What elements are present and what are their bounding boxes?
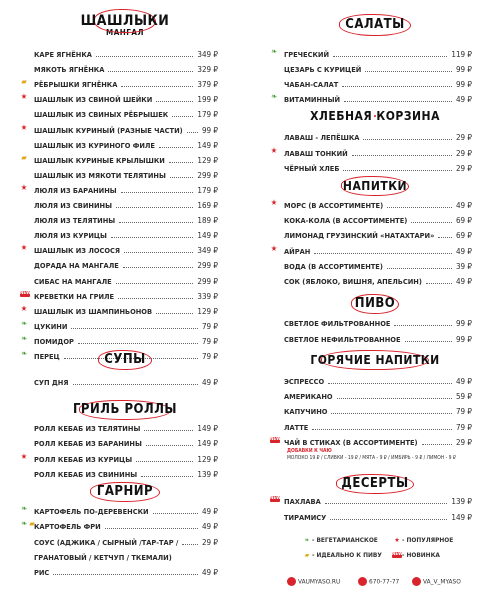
menu-item-price: 99 ₽ <box>455 80 472 89</box>
menu-item-price: 99 ₽ <box>455 319 472 328</box>
vegetarian-leaf-icon: ❧ <box>20 318 28 328</box>
menu-item-name: АЙРАН <box>284 246 311 256</box>
section-heading <box>0 13 250 37</box>
menu-item <box>34 47 218 59</box>
menu-item-price: 299 ₽ <box>197 276 218 286</box>
menu-item <box>270 92 472 104</box>
dot-leader <box>96 56 193 57</box>
dot-leader <box>170 177 194 178</box>
menu-item-price: 39 ₽ <box>455 261 472 271</box>
menu-item-price: 299 ₽ <box>197 170 218 180</box>
menu-item <box>34 138 218 150</box>
legend-item <box>302 536 378 544</box>
menu-item <box>34 274 218 286</box>
legend-item <box>392 551 440 559</box>
beer-mug-icon: ▰ <box>21 77 27 87</box>
section-title: ГРИЛЬ РОЛЛЫ <box>72 402 178 417</box>
dot-leader <box>328 383 452 384</box>
menu-item-price: 99 ₽ <box>455 65 472 74</box>
menu-item-price: 79 ₽ <box>201 336 218 346</box>
phone-text: 670-77-77 <box>369 577 400 586</box>
popular-star-icon: ★ <box>270 145 278 155</box>
menu-item-name: ЛЮЛЯ ИЗ КУРИЦЫ <box>34 231 107 241</box>
menu-item-name: ШАШЛЫК ИЗ СВИНОЙ ШЕЙКИ <box>34 95 153 105</box>
menu-item <box>34 62 218 74</box>
dot-leader <box>111 237 193 238</box>
menu-item-name: ВИТАМИННЫЙ <box>284 95 341 104</box>
vegetarian-leaf-icon: ❧ <box>304 536 310 544</box>
instagram-contact[interactable] <box>412 577 461 586</box>
vegetarian-leaf-icon: ❧ <box>270 92 278 101</box>
new-badge-icon: NEW <box>392 552 403 557</box>
new-badge-icon: NEW <box>270 436 281 442</box>
menu-item-price: 79 ₽ <box>201 352 218 361</box>
section-title: ДЕСЕРТЫ <box>341 476 409 491</box>
menu-item <box>284 510 472 522</box>
phone-contact[interactable] <box>358 577 399 586</box>
section-title: НАПИТКИ <box>342 179 408 193</box>
vegetarian-leaf-icon: ❧ <box>270 47 278 56</box>
menu-item-price: 29 ₽ <box>455 148 472 158</box>
website-text: VAUMYASO.RU <box>298 577 341 586</box>
menu-item-price: 29 ₽ <box>455 164 472 173</box>
menu-item-price: 299 ₽ <box>197 261 218 271</box>
dot-leader <box>342 86 452 87</box>
dot-leader <box>116 283 194 284</box>
menu-item-name: ШАШЛЫК ИЗ СВИНЫХ РЁБРЫШЕК <box>34 110 169 120</box>
menu-item <box>284 332 472 344</box>
menu-item-name: ЛАВАШ - ЛЕПЁШКА <box>284 133 360 142</box>
dot-leader <box>331 413 452 414</box>
menu-item-price: 49 ₽ <box>455 277 472 286</box>
menu-item-name: РЁБРЫШКИ ЯГНЁНКА <box>34 80 118 90</box>
menu-item-name: ЛЮЛЯ ИЗ ТЕЛЯТИНЫ <box>34 216 116 226</box>
popular-star-icon: ★ <box>20 303 28 313</box>
menu-item-name: СВЕТЛОЕ НЕФИЛЬТРОВАННОЕ <box>284 334 401 344</box>
dot-leader <box>365 71 452 72</box>
dot-leader <box>153 513 198 514</box>
menu-item-price: 169 ₽ <box>197 201 218 210</box>
menu-item-name: ЧАЙ В СТИКАХ (В АССОРТИМЕНТЕ) <box>284 437 418 447</box>
menu-item-name: СВЕТЛОЕ ФИЛЬТРОВАННОЕ <box>284 319 391 328</box>
popular-star-icon: ★ <box>270 198 278 207</box>
dot-leader <box>330 519 447 520</box>
legend-text: - НОВИНКА <box>402 551 440 559</box>
section-title: ГОРЯЧИЕ НАПИТКИ <box>310 353 440 367</box>
menu-item-name: РОЛЛ КЕБАБ ИЗ ТЕЛЯТИНЫ <box>34 424 141 433</box>
section-heading <box>0 484 250 499</box>
menu-item <box>284 62 472 74</box>
menu-item-name: ЛЮЛЯ ИЗ СВИНИНЫ <box>34 201 112 210</box>
menu-item-price: 349 ₽ <box>197 50 218 59</box>
menu-item-name: КАРЕ ЯГНЁНКА <box>34 50 92 59</box>
menu-item <box>20 243 218 256</box>
menu-item-price: 59 ₽ <box>455 392 472 402</box>
menu-item <box>270 47 472 59</box>
dot-leader <box>426 283 452 284</box>
beer-mug-icon: ▰ <box>29 519 35 529</box>
tea-addons-list: МОЛОКО 19 ₽ / СЛИВКИ - 19 ₽ / МЯТА - 9 ₽ / ИМБИРЬ - 9 ₽ / ЛИМОН - 9 ₽ <box>287 455 456 461</box>
menu-item <box>270 243 472 256</box>
menu-item-name: ПЕРЕЦ <box>34 352 60 361</box>
dot-leader <box>422 444 452 445</box>
menu-item-name: РОЛЛ КЕБАБ ИЗ БАРАНИНЫ <box>34 439 142 449</box>
legend-item <box>392 536 453 544</box>
menu-item-name: СУП ДНЯ <box>34 378 69 387</box>
popular-star-icon: ★ <box>20 92 28 102</box>
popular-star-icon: ★ <box>270 243 278 253</box>
dot-leader <box>314 253 452 254</box>
dot-leader <box>156 313 193 314</box>
dot-leader <box>169 162 194 163</box>
menu-item <box>284 374 472 386</box>
menu-item-name: СОК (ЯБЛОКО, ВИШНЯ, АПЕЛЬСИН) <box>284 277 422 286</box>
menu-item-name: КАПУЧИНО <box>284 407 328 417</box>
menu-item-price: 29 ₽ <box>455 133 472 142</box>
menu-item-price: 339 ₽ <box>197 291 218 301</box>
menu-item <box>20 92 218 105</box>
dot-leader <box>387 207 452 208</box>
menu-item <box>21 152 218 165</box>
menu-item-price: 49 ₽ <box>455 201 472 210</box>
menu-item-price: 139 ₽ <box>197 469 218 479</box>
dot-leader <box>121 192 194 193</box>
menu-item-name: СИБАС НА МАНГАЛЕ <box>34 276 112 286</box>
dot-leader <box>108 71 193 72</box>
section-heading <box>250 476 500 491</box>
menu-item-name: СОУС (АДЖИКА / СЫРНЫЙ /ТАР-ТАР / <box>34 537 179 547</box>
menu-item <box>284 420 472 432</box>
dot-leader <box>53 574 198 575</box>
menu-item-price: 49 ₽ <box>201 378 218 387</box>
menu-item-price: 79 ₽ <box>455 407 472 417</box>
menu-item-name: ШАШЛЫК ИЗ ЛОСОСЯ <box>34 246 121 256</box>
section-title: ПИВО <box>354 296 396 311</box>
instagram-text: VA_V_MYASO <box>423 577 461 586</box>
menu-item-name: ГРЕЧЕСКИЙ <box>284 50 330 59</box>
legend-item <box>302 551 382 559</box>
dot-leader <box>182 544 198 545</box>
menu-item-price: 149 ₽ <box>197 439 218 449</box>
menu-item <box>20 182 218 195</box>
dot-leader <box>119 222 193 223</box>
vegetarian-leaf-icon: ❧ <box>20 349 28 358</box>
menu-item <box>284 228 472 240</box>
menu-item-price: 29 ₽ <box>201 537 218 547</box>
section-title: ХЛЕБНАЯ КОРЗИНА <box>310 109 440 123</box>
menu-item-name: ЭСПРЕССО <box>284 377 325 386</box>
menu-item-price: 49 ₽ <box>201 568 218 578</box>
menu-item-name: РИС <box>34 568 50 578</box>
menu-item-name: ЧАБАН-САЛАТ <box>284 80 339 89</box>
menu-item <box>284 259 472 271</box>
menu-item-name: КОКА-КОЛА (В АССОРТИМЕНТЕ) <box>284 216 408 226</box>
menu-item-price: 189 ₽ <box>197 216 218 226</box>
menu-item-price: 49 ₽ <box>455 95 472 104</box>
menu-item-price: 99 ₽ <box>455 334 472 344</box>
menu-item <box>34 565 218 577</box>
menu-item <box>34 421 218 433</box>
dot-leader <box>116 207 193 208</box>
menu-item <box>34 535 218 547</box>
dot-leader <box>73 384 198 385</box>
menu-item-price: 139 ₽ <box>451 497 472 506</box>
menu-item <box>270 145 472 158</box>
menu-item <box>20 333 218 346</box>
menu-item <box>20 504 218 516</box>
dot-leader <box>156 101 193 102</box>
phone-icon <box>358 577 367 586</box>
dot-leader <box>187 132 198 133</box>
menu-item-name: КАРТОФЕЛЬ ПО-ДЕРЕВЕНСКИ <box>34 507 149 516</box>
menu-item <box>20 122 218 135</box>
menu-item-name: ЦЕЗАРЬ С КУРИЦЕЙ <box>284 65 362 74</box>
dot-leader <box>405 341 452 342</box>
menu-item-name: КАРТОФЕЛЬ ФРИ <box>34 522 101 532</box>
dot-leader <box>78 343 198 344</box>
section-subtitle: МАНГАЛ <box>106 28 144 37</box>
popular-star-icon: ★ <box>20 122 28 132</box>
new-badge-icon: NEW <box>270 496 281 501</box>
dot-leader <box>123 267 194 268</box>
dot-leader <box>141 476 193 477</box>
dot-leader <box>344 101 452 102</box>
dot-leader <box>146 445 194 446</box>
dot-leader <box>438 237 452 238</box>
section-heading <box>250 353 500 367</box>
section-heading <box>250 296 500 311</box>
section-heading <box>250 179 500 193</box>
dot-leader <box>333 56 447 57</box>
menu-item <box>34 375 218 387</box>
menu-item-price: 379 ₽ <box>197 80 218 90</box>
menu-item-price: 179 ₽ <box>197 185 218 195</box>
dot-leader <box>312 429 452 430</box>
menu-item <box>284 130 472 142</box>
section-heading <box>0 349 250 367</box>
menu-item <box>34 258 218 270</box>
menu-item-price: 49 ₽ <box>455 377 472 386</box>
dot-leader <box>411 222 452 223</box>
dot-leader <box>136 461 193 462</box>
menu-item <box>21 77 218 90</box>
menu-item <box>20 318 218 331</box>
menu-item-price: 149 ₽ <box>451 512 472 522</box>
menu-item-price: 129 ₽ <box>197 306 218 316</box>
menu-item <box>284 77 472 89</box>
menu-item <box>20 303 218 316</box>
menu-item-price: 79 ₽ <box>455 422 472 432</box>
menu-item-name: ТИРАМИСУ <box>284 512 327 522</box>
menu-item <box>284 316 472 328</box>
menu-item <box>34 168 218 180</box>
legend-text: - ПОПУЛЯРНОЕ <box>402 536 454 544</box>
dot-leader <box>118 298 193 299</box>
dot-leader <box>124 252 193 253</box>
menu-item-name: ГРАНАТОВЫЙ / КЕТЧУП / ТКЕМАЛИ) <box>34 552 172 562</box>
menu-item <box>284 404 472 416</box>
legend-text: - ВЕГЕТАРИАНСКОЕ <box>312 536 378 544</box>
menu-item <box>34 436 218 448</box>
menu-item-price: 149 ₽ <box>197 140 218 150</box>
dot-leader <box>394 325 452 326</box>
menu-item-price: 349 ₽ <box>197 246 218 256</box>
instagram-icon <box>412 577 421 586</box>
menu-item-name: РОЛЛ КЕБАБ ИЗ СВИНИНЫ <box>34 469 138 479</box>
menu-item-price: 49 ₽ <box>455 246 472 256</box>
dot-leader <box>172 116 193 117</box>
menu-item-price: 49 ₽ <box>201 507 218 516</box>
menu-item-name: ЧЁРНЫЙ ХЛЕБ <box>284 164 340 173</box>
globe-icon <box>287 577 296 586</box>
menu-item-name: ШАШЛЫК КУРИНЫЕ КРЫЛЫШКИ <box>34 155 165 165</box>
dot-leader <box>363 139 452 140</box>
dot-leader <box>325 503 448 504</box>
menu-item <box>34 550 218 562</box>
menu-item-name: ЛАВАШ ТОНКИЙ <box>284 148 348 158</box>
menu-item <box>20 519 218 532</box>
menu-item <box>270 198 472 210</box>
menu-item-price: 149 ₽ <box>197 424 218 433</box>
vegetarian-leaf-icon: ❧ <box>20 333 28 343</box>
website-contact[interactable] <box>287 577 340 586</box>
menu-item-price: 99 ₽ <box>201 125 218 135</box>
menu-item <box>284 389 472 401</box>
popular-star-icon: ★ <box>20 451 28 461</box>
menu-item-name: КРЕВЕТКИ НА ГРИЛЕ <box>34 291 115 301</box>
menu-item-name: ШАШЛЫК ИЗ КУРИНОГО ФИЛЕ <box>34 140 155 150</box>
menu-item-name: МОРС (В АССОРТИМЕНТЕ) <box>284 201 384 210</box>
section-title: ШАШЛЫКИ <box>80 13 170 29</box>
menu-item-name: ШАШЛЫК ИЗ ШАМПИНЬОНОВ <box>34 306 153 316</box>
menu-item <box>34 198 218 210</box>
section-heading <box>250 109 500 123</box>
menu-item <box>34 467 218 479</box>
section-title: СУПЫ <box>104 352 146 367</box>
menu-item-price: 129 ₽ <box>197 454 218 464</box>
popular-star-icon: ★ <box>20 182 28 192</box>
menu-item-price: 149 ₽ <box>197 231 218 241</box>
menu-item <box>34 213 218 225</box>
vegetarian-leaf-icon: ❧ <box>20 519 28 529</box>
dot-leader <box>105 528 198 529</box>
menu-item-name: ШАШЛЫК ИЗ МЯКОТИ ТЕЛЯТИНЫ <box>34 170 166 180</box>
menu-item <box>284 213 472 225</box>
menu-item <box>34 228 218 240</box>
menu-item-price: 79 ₽ <box>201 321 218 331</box>
menu-item-name: ЛИМОНАД ГРУЗИНСКИЙ «НАТАХТАРИ» <box>284 231 435 241</box>
menu-item-price: 49 ₽ <box>201 522 218 532</box>
menu-item-price: 29 ₽ <box>455 437 472 447</box>
menu-item-name: ЛАТТЕ <box>284 422 309 432</box>
dot-leader <box>387 268 452 269</box>
menu-item-name: ПАХЛАВА <box>284 497 321 506</box>
menu-item-name: ШАШЛЫК КУРИНЫЙ (РАЗНЫЕ ЧАСТИ) <box>34 125 183 135</box>
menu-item-name: ЛЮЛЯ ИЗ БАРАНИНЫ <box>34 185 117 195</box>
menu-item-price: 119 ₽ <box>451 50 472 59</box>
section-heading <box>250 17 500 32</box>
section-title: САЛАТЫ <box>345 17 405 32</box>
menu-item <box>20 289 218 301</box>
menu-item-price: 69 ₽ <box>455 231 472 241</box>
dot-leader <box>159 147 193 148</box>
legend-text: - ИДЕАЛЬНО К ПИВУ <box>312 551 382 559</box>
menu-item-name: ПОМИДОР <box>34 336 74 346</box>
dot-leader <box>337 398 452 399</box>
section-heading <box>0 402 250 417</box>
menu-item-name: МЯКОТЬ ЯГНЁНКА <box>34 65 105 75</box>
beer-mug-icon: ▰ <box>21 152 27 162</box>
menu-item-name: ВОДА (В АССОРТИМЕНТЕ) <box>284 261 383 271</box>
popular-star-icon: ★ <box>394 536 400 544</box>
menu-item <box>34 107 218 119</box>
section-title: ГАРНИР <box>96 484 154 499</box>
menu-item <box>270 435 472 447</box>
menu-item <box>284 274 472 286</box>
dot-leader <box>144 430 193 431</box>
vegetarian-leaf-icon: ❧ <box>20 504 28 513</box>
menu-item-price: 69 ₽ <box>455 216 472 226</box>
menu-item <box>284 161 472 173</box>
menu-item-price: 329 ₽ <box>197 65 218 75</box>
popular-star-icon: ★ <box>20 243 28 253</box>
menu-item-price: 179 ₽ <box>197 110 218 120</box>
menu-item <box>270 494 472 506</box>
dot-leader <box>121 86 193 87</box>
menu-item-price: 129 ₽ <box>197 155 218 165</box>
new-badge-icon: NEW <box>20 290 31 296</box>
dot-leader <box>352 155 452 156</box>
menu-item <box>20 451 218 464</box>
menu-item-price: 199 ₽ <box>197 95 218 105</box>
dot-leader <box>343 170 452 171</box>
menu-item-name: ДОРАДА НА МАНГАЛЕ <box>34 261 119 271</box>
menu-item-name: АМЕРИКАНО <box>284 392 333 402</box>
menu-item-name: ЦУКИНИ <box>34 321 68 331</box>
tea-addons-label: ДОБАВКИ К ЧАЮ <box>287 448 332 454</box>
menu-item-name: РОЛЛ КЕБАБ ИЗ КУРИЦЫ <box>34 454 133 464</box>
dot-leader <box>71 328 198 329</box>
beer-mug-icon: ▰ <box>304 551 310 559</box>
